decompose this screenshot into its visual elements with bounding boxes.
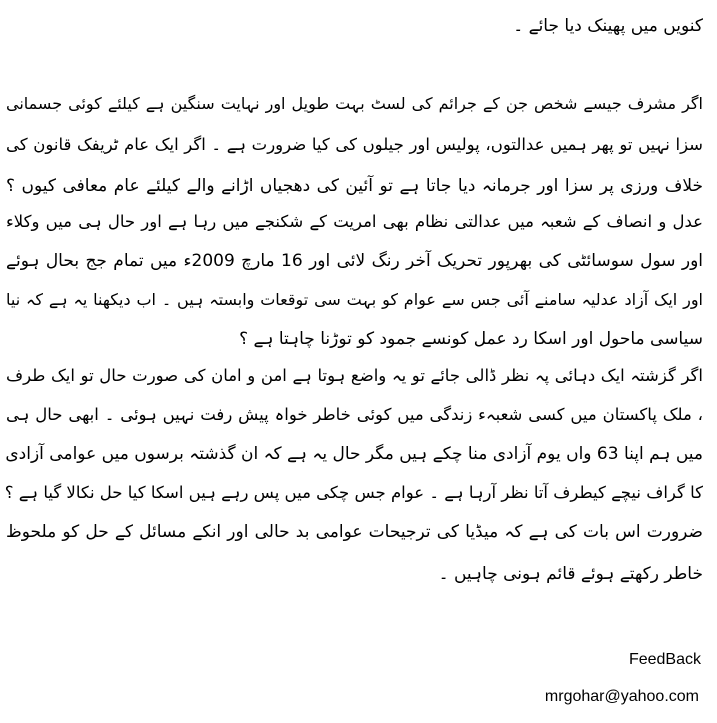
paragraph-2-line-2: اور سول سوسائٹی کی بھرپور تحریک آخر رنگ لائی اور 16 مارچ 2009ء میں تمام جج بحال ہوئے <box>6 251 704 271</box>
paragraph-3-line-2: ، ملک پاکستان میں کسی شعبہء زندگی میں کوئی خاطر خواہ پیش رفت نہیں ہوئی ۔ ابھی حال ہی <box>6 405 703 424</box>
paragraph-3-line-1: اگر گزشتہ ایک دہائی پہ نظر ڈالی جائے تو یہ واضع ہوتا ہے امن و امان کی صورت حال تو ایک طرف <box>6 366 703 385</box>
paragraph-1-line-2: سزا نہیں تو پھر ہمیں عدالتوں، پولیس اور جیلوں کی کیا ضرورت ہے ۔ اگر ایک عام ٹریفک قانون کی <box>6 135 703 154</box>
paragraph-1-line-3: خلاف ورزی پر سزا اور جرمانہ دیا جاتا ہے تو آئین کی دھجیاں اڑانے والے کیلئے عام معافی کیوں ؟ <box>6 176 703 196</box>
intro-line: کنویں میں پھینک دیا جائے ۔ <box>513 16 703 36</box>
paragraph-2-line-1: عدل و انصاف کے شعبہ میں عدالتی نظام بھی امریت کے شکنجے میں رہا ہے اور حال ہی میں وکلاء <box>6 212 703 231</box>
paragraph-3-line-4: کا گراف نیچے کیطرف آتا نظر آرہا ہے ۔ عوام جس چکی میں پس رہے ہیں اسکا کیا حل نکالا گیا ہے ؟ <box>4 483 703 502</box>
paragraph-2-line-3: اور ایک آزاد عدلیہ سامنے آئی جس سے عوام کو بہت سی توقعات وابستہ ہیں ۔ اب دیکھنا یہ ہے کہ نیا <box>6 290 703 309</box>
paragraph-1-line-1: اگر مشرف جیسے شخص جن کے جرائم کی لسٹ بہت طویل اور نہایت سنگین ہے کیلئے کوئی جسمانی <box>6 94 703 113</box>
paragraph-3-line-6: خاطر رکھتے ہوئے قائم ہونی چاہیں ۔ <box>438 564 703 584</box>
feedback-label: FeedBack <box>628 651 701 668</box>
paragraph-2-line-4: سیاسی ماحول اور اسکا رد عمل کونسے جمود کو توڑنا چاہتا ہے ؟ <box>239 329 703 349</box>
paragraph-3-line-3: میں ہم اپنا 63 واں یوم آزادی منا چکے ہیں مگر حال یہ ہے کہ ان گذشتہ برسوں میں عوامی آزادی <box>5 444 703 464</box>
email-link[interactable]: mrgohar@yahoo.com <box>544 688 699 705</box>
paragraph-3-line-5: ضرورت اس بات کی ہے کہ میڈیا کی ترجیحات عوامی بد حالی اور انکے مسائل کے حل کو ملحوظ <box>6 522 703 542</box>
